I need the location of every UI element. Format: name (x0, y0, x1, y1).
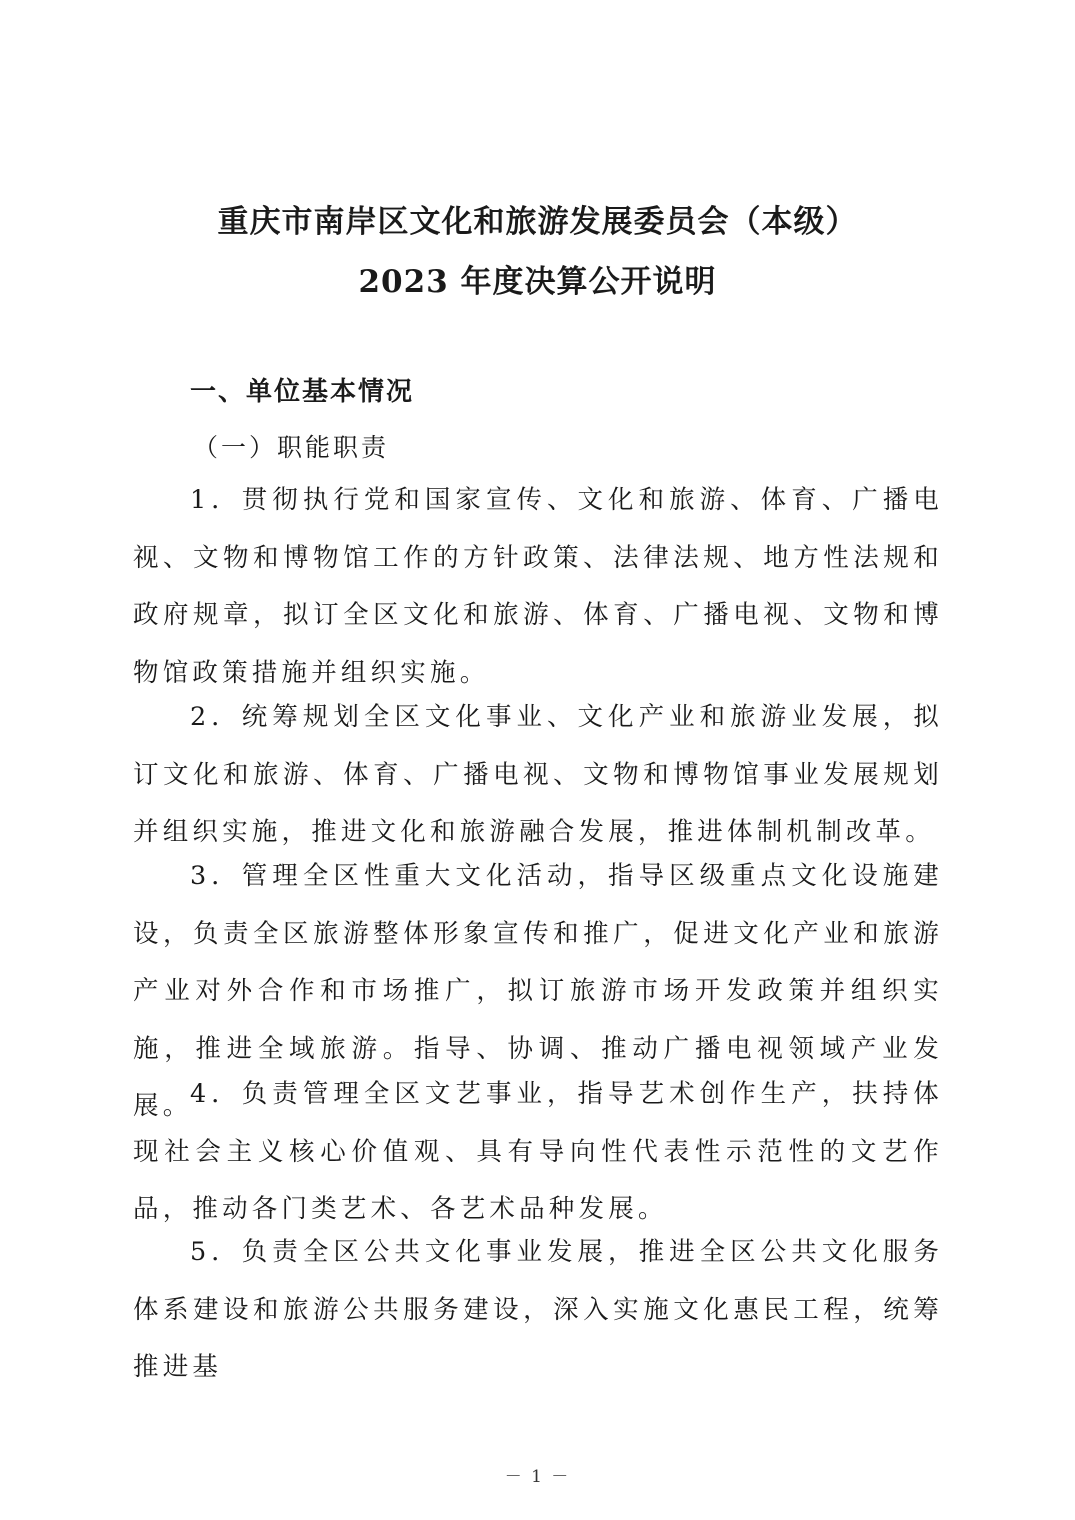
paragraph-3: 3．管理全区性重大文化活动，指导区级重点文化设施建设，负责全区旅游整体形象宣传和推广，促进文化产业和旅游产业对外合作和市场推广，拟订旅游市场开发政策并组织实施，推进全域旅游。指导、协调、推动广播电视领域产业发展。 (133, 861, 943, 1121)
paragraph-4: 4．负责管理全区文艺事业，指导艺术创作生产，扶持体现社会主义核心价值观、具有导向性代表性示范性的文艺作品，推动各门类艺术、各艺术品种发展。 (133, 1079, 943, 1224)
paragraph-1: 1．贯彻执行党和国家宣传、文化和旅游、体育、广播电视、文物和博物馆工作的方针政策、法律法规、地方性法规和政府规章，拟订全区文化和旅游、体育、广播电视、文物和博物馆政策措施并组织实施。 (133, 485, 943, 688)
document-title-line-2: 2023 年度决算公开说明 (358, 264, 717, 300)
page-number: － 1 － (504, 1467, 571, 1487)
document-title-line-1: 重庆市南岸区文化和旅游发展委员会（本级） (217, 204, 858, 240)
section-heading: 一、单位基本情况 (190, 377, 415, 407)
paragraph-5: 5．负责全区公共文化事业发展，推进全区公共文化服务体系建设和旅游公共服务建设，深入实施文化惠民工程，统筹推进基 (133, 1237, 943, 1382)
subsection-heading: （一）职能职责 (193, 433, 390, 462)
paragraph-2: 2．统筹规划全区文化事业、文化产业和旅游业发展，拟订文化和旅游、体育、广播电视、文物和博物馆事业发展规划并组织实施，推进文化和旅游融合发展，推进体制机制改革。 (133, 702, 943, 847)
